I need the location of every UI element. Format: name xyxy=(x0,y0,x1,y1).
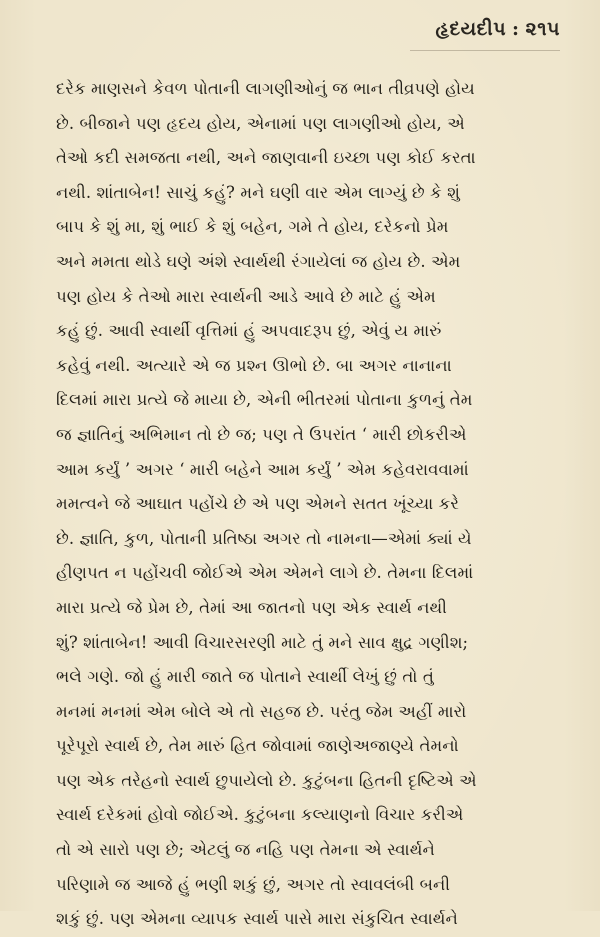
running-header xyxy=(435,18,560,40)
text-line: પણ એક તરેહનો સ્વાર્થ છુપાયેલો છે. કુટુંબના હિતની દૃષ્ટિએ એ xyxy=(56,770,477,790)
text-line: બાપ કે શું મા, શું ભાઈ કે શું બહેન, ગમે તે હોય, દરેકનો પ્રેમ xyxy=(56,217,449,237)
body-text xyxy=(56,72,576,937)
text-line: અને મમતા થોડે ઘણે અંશે સ્વાર્થથી રંગાયેલાં જ હોય છે. એમ xyxy=(56,251,461,271)
header-separator: : xyxy=(512,18,520,40)
text-line: મારા પ્રત્યે જે પ્રેમ છે, તેમાં આ જાતનો પણ એક સ્વાર્થ નથી xyxy=(56,597,447,617)
text-line: નથી. શાંતાબેન! સાચું કહું? મને ઘણી વાર એમ લાગ્યું છે કે શું xyxy=(56,182,460,202)
text-line: જ જ્ઞાતિનું અભિમાન તો છે જ; પણ તે ઉપરાંત ‘ મારી છોકરીએ xyxy=(56,424,467,444)
text-line: છે. બીજાને પણ હૃદય હોય, એનામાં પણ લાગણીઓ હોય, એ xyxy=(56,113,465,133)
text-line: તો એ સારો પણ છે; એટલું જ નહિ પણ તેમના એ સ્વાર્થને xyxy=(56,840,435,860)
text-line: શું? શાંતાબેન! આવી વિચારસરણી માટે તું મને સાવ ક્ષુદ્ર ગણીશ; xyxy=(56,632,469,652)
text-line: તેઓ કદી સમજતા નથી, અને જાણવાની ઇચ્છા પણ કોઈ કરતા xyxy=(56,148,476,168)
text-line: ભલે ગણે. જો હું મારી જાતે જ પોતાને સ્વાર્થી લેખું છું તો તું xyxy=(56,667,434,687)
text-line: પરિણામે જ આજે હું ભણી શકું છું, અગર તો સ્વાવલંબી બની xyxy=(56,874,451,894)
text-line: હીણપત ન પહોંચવી જોઈએ એમ એમને લાગે છે. તેમના દિલમાં xyxy=(56,563,474,583)
text-line: કહેવું નથી. અત્યારે એ જ પ્રશ્ન ઊભો છે. બા અગર નાનાના xyxy=(56,355,452,375)
text-line: સ્વાર્થ દરેકમાં હોવો જોઈએ. કુટુંબના કલ્યાણનો વિચાર કરીએ xyxy=(56,805,464,825)
text-line: દિલમાં મારા પ્રત્યે જે માયા છે, એની ભીતરમાં પોતાના કુળનું તેમ xyxy=(56,390,473,410)
header-rule xyxy=(410,50,560,51)
text-line: આમ કર્યું ’ અગર ‘ મારી બહેને આમ કર્યું ’ એમ કહેવરાવવામાં xyxy=(56,459,469,479)
text-line: કહું છું. આવી સ્વાર્થી વૃત્તિમાં હું અપવાદરૂપ છું, એવું ય મારું xyxy=(56,321,442,341)
text-line: શકું છું. પણ એમના વ્યાપક સ્વાર્થ પાસે મારા સંકુચિત સ્વાર્થને xyxy=(56,909,458,929)
text-line: પણ હોય કે તેઓ મારા સ્વાર્થની આડે આવે છે માટે હું એમ xyxy=(56,286,436,306)
text-line: પૂરેપૂરો સ્વાર્થ છે, તેમ મારું હિત જોવામાં જાણેઅજાણ્યે તેમનો xyxy=(56,736,459,756)
text-line: દરેક માણસને કેવળ પોતાની લાગણીઓનું જ ભાન તીવ્રપણે હોય xyxy=(56,79,475,98)
running-title: હૃદયદીપ xyxy=(435,18,507,40)
text-line: મમત્વને જે આઘાત પહોંચે છે એ પણ એમને સતત ખૂંચ્યા કરે xyxy=(56,494,460,514)
page-number: ૨૧૫ xyxy=(525,18,560,40)
text-line: મનમાં મનમાં એમ બોલે એ તો સહજ છે. પરંતુ જેમ અહીં મારો xyxy=(56,701,467,721)
text-line: છે. જ્ઞાતિ, કુળ, પોતાની પ્રતિષ્ઠા અગર તો નામના—એમાં ક્યાં યે xyxy=(56,528,472,548)
